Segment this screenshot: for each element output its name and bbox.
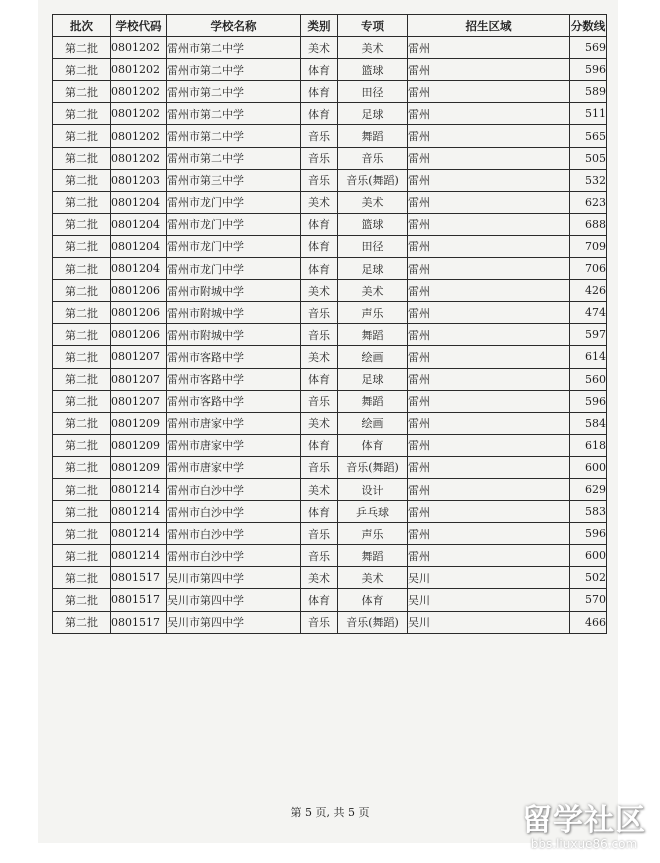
header-batch: 批次 xyxy=(53,15,111,37)
cell-school-code: 0801207 xyxy=(111,346,167,368)
table-row xyxy=(53,302,607,324)
cell-school-name: 雷州市白沙中学 xyxy=(167,545,301,567)
cell-score-line: 614 xyxy=(570,346,607,368)
cell-category: 音乐 xyxy=(301,390,338,412)
cell-batch: 第二批 xyxy=(53,125,111,147)
cell-school-name: 雷州市附城中学 xyxy=(167,324,301,346)
cell-specialty: 足球 xyxy=(338,258,408,280)
cell-enrollment-area: 雷州 xyxy=(408,169,570,191)
cell-category: 美术 xyxy=(301,412,338,434)
cell-batch: 第二批 xyxy=(53,567,111,589)
cell-batch: 第二批 xyxy=(53,545,111,567)
table-body xyxy=(53,37,607,634)
cell-school-name: 雷州市第二中学 xyxy=(167,147,301,169)
cell-school-code: 0801204 xyxy=(111,258,167,280)
cell-specialty: 美术 xyxy=(338,280,408,302)
cell-specialty: 篮球 xyxy=(338,213,408,235)
cell-enrollment-area: 雷州 xyxy=(408,280,570,302)
cell-batch: 第二批 xyxy=(53,456,111,478)
cell-enrollment-area: 雷州 xyxy=(408,258,570,280)
cell-batch: 第二批 xyxy=(53,235,111,257)
cell-specialty: 音乐(舞蹈) xyxy=(338,169,408,191)
cell-score-line: 474 xyxy=(570,302,607,324)
cell-category: 美术 xyxy=(301,191,338,213)
cell-school-code: 0801209 xyxy=(111,412,167,434)
cell-school-code: 0801207 xyxy=(111,390,167,412)
table-row xyxy=(53,81,607,103)
cell-school-code: 0801209 xyxy=(111,434,167,456)
cell-school-code: 0801207 xyxy=(111,368,167,390)
cell-batch: 第二批 xyxy=(53,81,111,103)
cell-school-code: 0801209 xyxy=(111,456,167,478)
cell-school-code: 0801206 xyxy=(111,280,167,302)
cell-school-code: 0801202 xyxy=(111,37,167,59)
cell-batch: 第二批 xyxy=(53,368,111,390)
cell-specialty: 美术 xyxy=(338,191,408,213)
cell-score-line: 706 xyxy=(570,258,607,280)
cell-score-line: 629 xyxy=(570,478,607,500)
cell-category: 体育 xyxy=(301,59,338,81)
cell-school-name: 雷州市附城中学 xyxy=(167,280,301,302)
watermark-brand: 留学社区 xyxy=(522,803,646,838)
cell-school-code: 0801517 xyxy=(111,589,167,611)
cell-score-line: 505 xyxy=(570,147,607,169)
table-header-row xyxy=(53,15,607,37)
table-row xyxy=(53,412,607,434)
cell-category: 音乐 xyxy=(301,611,338,633)
cell-category: 美术 xyxy=(301,280,338,302)
cell-score-line: 583 xyxy=(570,501,607,523)
cell-school-name: 雷州市龙门中学 xyxy=(167,235,301,257)
cell-category: 体育 xyxy=(301,81,338,103)
table-row xyxy=(53,258,607,280)
cell-batch: 第二批 xyxy=(53,589,111,611)
cell-score-line: 600 xyxy=(570,456,607,478)
cell-specialty: 美术 xyxy=(338,567,408,589)
cell-specialty: 声乐 xyxy=(338,523,408,545)
cell-batch: 第二批 xyxy=(53,434,111,456)
watermark xyxy=(522,795,646,851)
cell-score-line: 560 xyxy=(570,368,607,390)
cell-score-line: 596 xyxy=(570,523,607,545)
cell-specialty: 绘画 xyxy=(338,346,408,368)
cell-category: 美术 xyxy=(301,478,338,500)
admission-score-table xyxy=(52,14,607,634)
cell-school-name: 雷州市第三中学 xyxy=(167,169,301,191)
cell-school-name: 雷州市白沙中学 xyxy=(167,501,301,523)
cell-school-name: 雷州市龙门中学 xyxy=(167,258,301,280)
table-row xyxy=(53,589,607,611)
table-row xyxy=(53,324,607,346)
cell-school-name: 吴川市第四中学 xyxy=(167,589,301,611)
cell-enrollment-area: 雷州 xyxy=(408,545,570,567)
cell-batch: 第二批 xyxy=(53,258,111,280)
cell-specialty: 音乐 xyxy=(338,147,408,169)
cell-score-line: 600 xyxy=(570,545,607,567)
table-row xyxy=(53,169,607,191)
cell-score-line: 466 xyxy=(570,611,607,633)
cell-score-line: 596 xyxy=(570,59,607,81)
cell-batch: 第二批 xyxy=(53,37,111,59)
cell-batch: 第二批 xyxy=(53,302,111,324)
cell-school-code: 0801204 xyxy=(111,235,167,257)
cell-category: 音乐 xyxy=(301,125,338,147)
header-enrollment-area: 招生区域 xyxy=(408,15,570,37)
cell-school-code: 0801202 xyxy=(111,125,167,147)
cell-enrollment-area: 雷州 xyxy=(408,478,570,500)
cell-school-code: 0801202 xyxy=(111,59,167,81)
cell-batch: 第二批 xyxy=(53,59,111,81)
cell-category: 体育 xyxy=(301,235,338,257)
cell-school-code: 0801206 xyxy=(111,302,167,324)
cell-score-line: 511 xyxy=(570,103,607,125)
table-row xyxy=(53,37,607,59)
table-row xyxy=(53,368,607,390)
cell-specialty: 乒乓球 xyxy=(338,501,408,523)
cell-enrollment-area: 吴川 xyxy=(408,611,570,633)
cell-specialty: 舞蹈 xyxy=(338,324,408,346)
cell-batch: 第二批 xyxy=(53,191,111,213)
cell-category: 音乐 xyxy=(301,456,338,478)
table-row xyxy=(53,103,607,125)
cell-specialty: 舞蹈 xyxy=(338,125,408,147)
cell-enrollment-area: 雷州 xyxy=(408,501,570,523)
table-row xyxy=(53,390,607,412)
cell-category: 体育 xyxy=(301,589,338,611)
cell-category: 美术 xyxy=(301,37,338,59)
cell-category: 音乐 xyxy=(301,302,338,324)
cell-score-line: 688 xyxy=(570,213,607,235)
cell-school-name: 雷州市白沙中学 xyxy=(167,478,301,500)
cell-batch: 第二批 xyxy=(53,412,111,434)
cell-school-name: 雷州市龙门中学 xyxy=(167,213,301,235)
cell-category: 美术 xyxy=(301,346,338,368)
cell-category: 美术 xyxy=(301,567,338,589)
table-row xyxy=(53,456,607,478)
table-row xyxy=(53,235,607,257)
cell-school-code: 0801214 xyxy=(111,478,167,500)
cell-enrollment-area: 雷州 xyxy=(408,324,570,346)
cell-enrollment-area: 雷州 xyxy=(408,125,570,147)
cell-category: 体育 xyxy=(301,213,338,235)
cell-enrollment-area: 雷州 xyxy=(408,368,570,390)
table-row xyxy=(53,191,607,213)
header-specialty: 专项 xyxy=(338,15,408,37)
cell-school-name: 雷州市第二中学 xyxy=(167,103,301,125)
cell-school-name: 雷州市唐家中学 xyxy=(167,434,301,456)
table-row xyxy=(53,125,607,147)
cell-batch: 第二批 xyxy=(53,147,111,169)
cell-specialty: 音乐(舞蹈) xyxy=(338,456,408,478)
cell-score-line: 596 xyxy=(570,390,607,412)
cell-batch: 第二批 xyxy=(53,390,111,412)
cell-score-line: 709 xyxy=(570,235,607,257)
cell-school-code: 0801214 xyxy=(111,545,167,567)
cell-school-name: 雷州市白沙中学 xyxy=(167,523,301,545)
cell-category: 体育 xyxy=(301,368,338,390)
cell-category: 音乐 xyxy=(301,545,338,567)
cell-score-line: 532 xyxy=(570,169,607,191)
cell-school-code: 0801517 xyxy=(111,611,167,633)
cell-school-code: 0801202 xyxy=(111,147,167,169)
table-row xyxy=(53,59,607,81)
cell-enrollment-area: 雷州 xyxy=(408,412,570,434)
cell-school-code: 0801204 xyxy=(111,191,167,213)
cell-enrollment-area: 雷州 xyxy=(408,235,570,257)
cell-batch: 第二批 xyxy=(53,324,111,346)
cell-batch: 第二批 xyxy=(53,103,111,125)
table-row xyxy=(53,346,607,368)
cell-specialty: 体育 xyxy=(338,434,408,456)
cell-score-line: 623 xyxy=(570,191,607,213)
cell-category: 体育 xyxy=(301,501,338,523)
table-row xyxy=(53,523,607,545)
cell-school-name: 雷州市第二中学 xyxy=(167,59,301,81)
cell-category: 音乐 xyxy=(301,523,338,545)
cell-specialty: 音乐(舞蹈) xyxy=(338,611,408,633)
cell-category: 体育 xyxy=(301,258,338,280)
cell-specialty: 田径 xyxy=(338,81,408,103)
header-school-name: 学校名称 xyxy=(167,15,301,37)
cell-school-name: 雷州市第二中学 xyxy=(167,125,301,147)
cell-batch: 第二批 xyxy=(53,169,111,191)
cell-specialty: 美术 xyxy=(338,37,408,59)
cell-batch: 第二批 xyxy=(53,501,111,523)
cell-school-name: 雷州市客路中学 xyxy=(167,368,301,390)
cell-school-name: 雷州市龙门中学 xyxy=(167,191,301,213)
cell-school-code: 0801214 xyxy=(111,501,167,523)
cell-school-name: 雷州市第二中学 xyxy=(167,37,301,59)
cell-enrollment-area: 雷州 xyxy=(408,302,570,324)
cell-enrollment-area: 雷州 xyxy=(408,390,570,412)
table-row xyxy=(53,478,607,500)
table-row xyxy=(53,545,607,567)
cell-enrollment-area: 雷州 xyxy=(408,81,570,103)
header-category: 类别 xyxy=(301,15,338,37)
cell-specialty: 绘画 xyxy=(338,412,408,434)
cell-school-name: 雷州市客路中学 xyxy=(167,346,301,368)
cell-category: 体育 xyxy=(301,103,338,125)
cell-category: 音乐 xyxy=(301,324,338,346)
table-row xyxy=(53,611,607,633)
cell-enrollment-area: 雷州 xyxy=(408,59,570,81)
cell-school-code: 0801517 xyxy=(111,567,167,589)
cell-school-name: 雷州市附城中学 xyxy=(167,302,301,324)
cell-specialty: 足球 xyxy=(338,368,408,390)
cell-category: 音乐 xyxy=(301,147,338,169)
cell-school-name: 吴川市第四中学 xyxy=(167,611,301,633)
cell-specialty: 舞蹈 xyxy=(338,545,408,567)
table-row xyxy=(53,147,607,169)
table-row xyxy=(53,434,607,456)
cell-batch: 第二批 xyxy=(53,523,111,545)
cell-batch: 第二批 xyxy=(53,346,111,368)
cell-school-code: 0801206 xyxy=(111,324,167,346)
cell-school-name: 雷州市客路中学 xyxy=(167,390,301,412)
cell-specialty: 声乐 xyxy=(338,302,408,324)
table-row xyxy=(53,567,607,589)
cell-score-line: 597 xyxy=(570,324,607,346)
table-row xyxy=(53,280,607,302)
cell-score-line: 570 xyxy=(570,589,607,611)
cell-score-line: 502 xyxy=(570,567,607,589)
cell-enrollment-area: 雷州 xyxy=(408,456,570,478)
cell-school-name: 雷州市唐家中学 xyxy=(167,456,301,478)
cell-batch: 第二批 xyxy=(53,611,111,633)
cell-school-name: 雷州市唐家中学 xyxy=(167,412,301,434)
cell-school-code: 0801204 xyxy=(111,213,167,235)
cell-score-line: 569 xyxy=(570,37,607,59)
cell-specialty: 舞蹈 xyxy=(338,390,408,412)
cell-category: 音乐 xyxy=(301,169,338,191)
cell-enrollment-area: 雷州 xyxy=(408,434,570,456)
watermark-url: bbs.liuxue86.com xyxy=(530,837,638,851)
cell-specialty: 田径 xyxy=(338,235,408,257)
cell-enrollment-area: 雷州 xyxy=(408,523,570,545)
cell-enrollment-area: 吴川 xyxy=(408,567,570,589)
cell-batch: 第二批 xyxy=(53,478,111,500)
cell-enrollment-area: 吴川 xyxy=(408,589,570,611)
cell-score-line: 426 xyxy=(570,280,607,302)
cell-school-code: 0801214 xyxy=(111,523,167,545)
page-number: 第 5 页, 共 5 页 xyxy=(290,806,370,819)
cell-school-name: 吴川市第四中学 xyxy=(167,567,301,589)
cell-score-line: 565 xyxy=(570,125,607,147)
cell-school-name: 雷州市第二中学 xyxy=(167,81,301,103)
cell-enrollment-area: 雷州 xyxy=(408,346,570,368)
cell-specialty: 体育 xyxy=(338,589,408,611)
table-row xyxy=(53,213,607,235)
cell-enrollment-area: 雷州 xyxy=(408,191,570,213)
cell-batch: 第二批 xyxy=(53,213,111,235)
cell-score-line: 618 xyxy=(570,434,607,456)
cell-enrollment-area: 雷州 xyxy=(408,37,570,59)
cell-batch: 第二批 xyxy=(53,280,111,302)
cell-specialty: 设计 xyxy=(338,478,408,500)
cell-school-code: 0801202 xyxy=(111,103,167,125)
cell-category: 体育 xyxy=(301,434,338,456)
cell-score-line: 589 xyxy=(570,81,607,103)
cell-specialty: 足球 xyxy=(338,103,408,125)
cell-enrollment-area: 雷州 xyxy=(408,103,570,125)
table-row xyxy=(53,501,607,523)
cell-enrollment-area: 雷州 xyxy=(408,213,570,235)
cell-score-line: 584 xyxy=(570,412,607,434)
header-school-code: 学校代码 xyxy=(111,15,167,37)
cell-specialty: 篮球 xyxy=(338,59,408,81)
cell-school-code: 0801202 xyxy=(111,81,167,103)
header-score-line: 分数线 xyxy=(570,15,607,37)
cell-school-code: 0801203 xyxy=(111,169,167,191)
cell-enrollment-area: 雷州 xyxy=(408,147,570,169)
